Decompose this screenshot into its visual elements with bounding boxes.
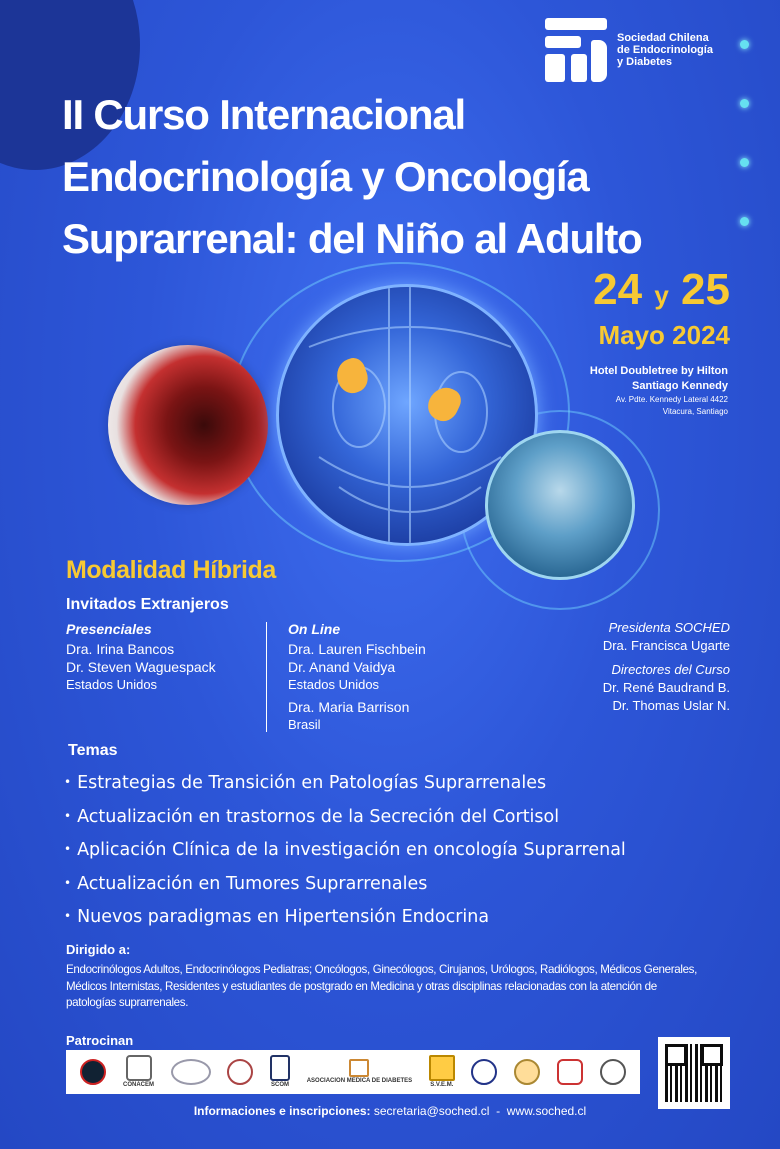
sponsors-strip xyxy=(66,1050,640,1094)
list-item: • Nuevos paradigmas en Hipertensión Endocrina xyxy=(64,907,490,927)
guests-heading: Invitados Extranjeros xyxy=(66,596,229,613)
list-item: • Estrategias de Transición en Patologías Suprarrenales xyxy=(64,773,547,793)
soched-logo xyxy=(545,18,713,82)
sponsor-logo-conacem: CONACEM xyxy=(123,1055,154,1089)
presencial-guests: Presenciales Dra. Irina Bancos Dr. Steven Waguespack Estados Unidos xyxy=(66,621,216,692)
list-item: • Actualización en Tumores Suprarrenales xyxy=(64,873,428,894)
dot-icon xyxy=(740,158,749,167)
sponsor-logo xyxy=(80,1059,106,1086)
event-month: Mayo 2024 xyxy=(598,320,730,350)
sponsor-logo-svem: S.V.E.M. xyxy=(429,1055,455,1089)
sponsor-logo xyxy=(557,1059,583,1086)
topics-heading: Temas xyxy=(68,742,118,759)
sponsor-logo xyxy=(600,1059,626,1086)
audience-text: Endocrinólogos Adultos, Endocrinólogos Pediatras; Oncólogos, Ginecólogos, Cirujanos, Urólogos, Radiólogos, Médicos Generales, Médicos Internistas, Residentes y estudiantes de postgrado en Medicina y otras disciplinas relacionadas con la atención de patologías suprarrenales. xyxy=(66,963,698,1009)
sponsor-logo xyxy=(171,1059,211,1086)
surgery-photo xyxy=(485,430,635,580)
course-directors: Presidenta SOCHED Dra. Francisca Ugarte Directores del Curso Dr. René Baudrand B. Dr. Thomas Uslar N. xyxy=(602,620,730,713)
contact-footer: Informaciones e inscripciones: secretaria@soched.cl - www.soched.cl xyxy=(193,1104,587,1118)
audience-heading: Dirigido a: xyxy=(66,942,131,957)
artery-illustration xyxy=(108,345,268,505)
course-title: II Curso Internacional Endocrinología y Oncología Suprarrenal: del Niño al Adulto xyxy=(62,91,642,262)
sponsors-heading: Patrocinan xyxy=(66,1033,134,1048)
sponsor-logo xyxy=(227,1059,253,1086)
qr-code[interactable] xyxy=(658,1037,730,1109)
website-link[interactable]: www.soched.cl xyxy=(506,1104,587,1118)
email-link[interactable]: secretaria@soched.cl xyxy=(373,1104,490,1118)
dot-icon xyxy=(740,40,749,49)
event-dates: 24 y 25 Mayo 2024 xyxy=(593,265,730,350)
sponsor-logo-scom: SCOM xyxy=(270,1055,290,1089)
online-guests: On Line Dra. Lauren Fischbein Dr. Anand Vaidya Estados Unidos Dra. Maria Barrison Brasil xyxy=(288,621,426,732)
dot-icon xyxy=(740,217,749,226)
column-divider xyxy=(266,622,267,732)
sponsor-logo xyxy=(471,1059,497,1086)
sponsor-logo xyxy=(514,1059,540,1086)
modality-heading: Modalidad Híbrida xyxy=(66,556,276,584)
topics-list xyxy=(64,766,626,934)
dot-icon xyxy=(740,99,749,108)
list-item: • Aplicación Clínica de la investigación en oncología Suprarrenal xyxy=(64,840,626,860)
sponsor-logo-amd: ASOCIACION MEDICA DE DIABETES xyxy=(307,1059,412,1085)
dot-column-decoration xyxy=(740,40,752,276)
event-venue: Hotel Doubletree by Hilton Santiago Kennedy Av. Pdte. Kennedy Lateral 4422 Vitacura, Santiago xyxy=(589,365,728,416)
qr-code-icon xyxy=(665,1044,723,1102)
society-name: Sociedad Chilena de Endocrinología y Diabetes xyxy=(617,32,713,68)
list-item: • Actualización en trastornos de la Secreción del Cortisol xyxy=(64,806,560,827)
soched-logo-icon xyxy=(545,18,607,82)
